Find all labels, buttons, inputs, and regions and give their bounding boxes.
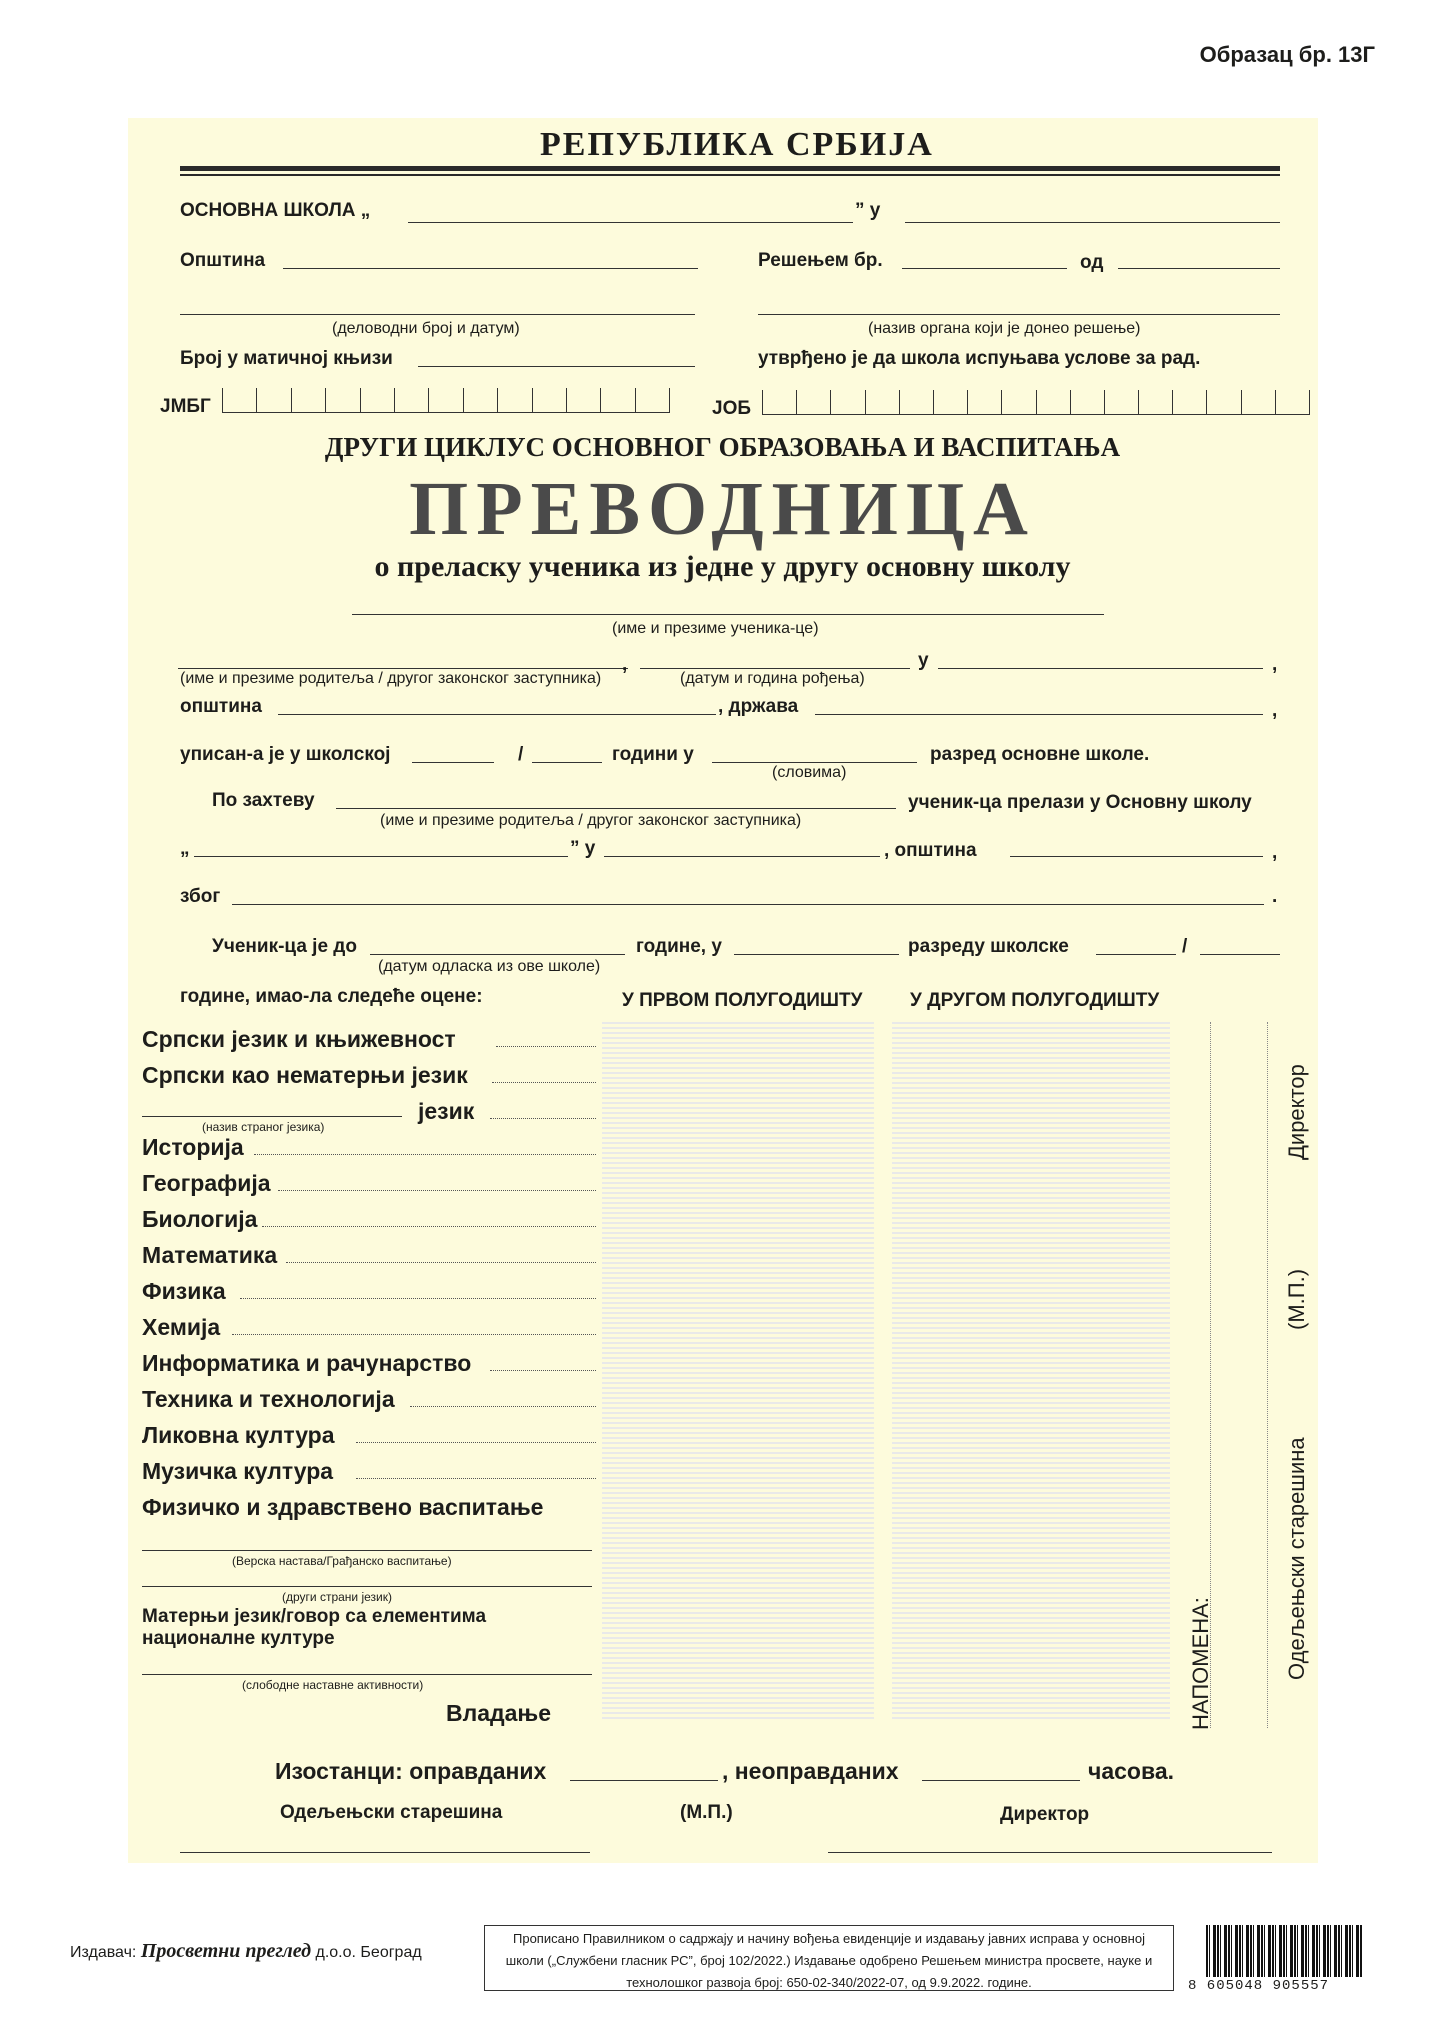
class-teacher-signature-field[interactable] [180, 1852, 590, 1853]
barcode-number: 8 605048 905557 [1188, 1978, 1330, 1994]
form-number: Образац бр. 13Г [1199, 42, 1375, 67]
subject-informatics-dots [490, 1370, 596, 1371]
free-activities-caption: (слободне наставне активности) [242, 1678, 424, 1692]
subject-history: Историја [142, 1134, 244, 1160]
dob-field[interactable] [640, 668, 910, 669]
period-end: . [1272, 886, 1278, 907]
publisher-label: Издавач: [70, 1944, 137, 1961]
subject-physics: Физика [142, 1278, 226, 1304]
publisher [70, 1940, 422, 1963]
municipality-2-field[interactable] [278, 714, 716, 715]
registry-field[interactable] [418, 366, 695, 367]
school-year-2-end-field[interactable] [1200, 954, 1280, 955]
registry-label: Број у матичној књизи [180, 348, 393, 369]
comma-1: , [622, 654, 628, 675]
legal-line-2: школи („Службени гласник РС”, број 102/2022.) Издавање одобрено Решењем министра просвете, науке и [505, 1953, 1153, 1968]
new-school-in-label: ” у [570, 838, 596, 859]
grade-words-caption: (словима) [772, 764, 847, 781]
first-half-grades-column[interactable] [602, 1022, 874, 1722]
subject-art: Ликовна култура [142, 1422, 335, 1448]
birthplace-field[interactable] [938, 668, 1263, 669]
title-rule-thin [180, 174, 1280, 176]
religious-civic-field[interactable] [142, 1550, 592, 1551]
second-half-grades-column[interactable] [892, 1022, 1170, 1722]
parent-caption: (име и презиме родитеља / другог законског заступника) [180, 670, 602, 687]
excused-absences-field[interactable] [570, 1780, 718, 1781]
leave-date-field[interactable] [370, 954, 625, 955]
school-year-start-field[interactable] [412, 762, 494, 763]
foreign-language-caption: (назив страног језика) [202, 1120, 325, 1134]
hours-label: часова. [1088, 1758, 1175, 1784]
grade-field[interactable] [734, 954, 899, 955]
new-school-field[interactable] [194, 856, 568, 857]
because-label: због [180, 886, 221, 907]
foreign-language-name-field[interactable] [142, 1116, 402, 1117]
school-place-field[interactable] [905, 222, 1280, 223]
free-activities-field[interactable] [142, 1674, 592, 1675]
student-name-caption: (име и презиме ученика-це) [612, 620, 819, 637]
dob-caption: (датум и година рођења) [680, 670, 865, 687]
authority-field[interactable] [758, 314, 1280, 315]
ref-no-caption: (деловодни број и датум) [332, 320, 520, 337]
mother-tongue-line1: Матерњи језик/говор са елементима [142, 1606, 487, 1627]
enrolled-label: уписан-а је у школској [180, 744, 391, 765]
subject-pe: Физичко и здравствено васпитање [142, 1494, 544, 1520]
other-foreign-field[interactable] [142, 1586, 592, 1587]
side-column-lines [1210, 1022, 1268, 1728]
publisher-name: Просветни преглед [140, 1940, 312, 1962]
country-label: , држава [718, 696, 799, 717]
jmbg-label: ЈМБГ [160, 396, 211, 417]
school-year-2-start-field[interactable] [1096, 954, 1176, 955]
side-note-label: НАПОМЕНА: [1188, 1597, 1213, 1730]
subject-serbian-dots [496, 1046, 596, 1047]
decision-no-field[interactable] [902, 268, 1067, 269]
reason-field[interactable] [232, 904, 1264, 905]
job-boxes[interactable] [762, 390, 1310, 415]
grade-words-field[interactable] [712, 762, 917, 763]
document-subtitle: о преласку ученика из једне у другу основну школу [374, 550, 1071, 583]
document-title: ПРЕВОДНИЦА [409, 467, 1036, 551]
comma-4: , [1272, 842, 1278, 863]
unexcused-label: , неоправданих [722, 1758, 899, 1784]
subject-informatics: Информатика и рачунарство [142, 1350, 472, 1376]
country-field[interactable] [815, 714, 1263, 715]
comma-3: , [1272, 700, 1278, 721]
subject-history-dots [254, 1154, 596, 1155]
by-request-label: По захтеву [212, 790, 315, 811]
new-school-place-field[interactable] [604, 856, 880, 857]
side-director-label: Директор [1284, 1064, 1309, 1160]
subject-geography-dots [278, 1190, 596, 1191]
barcode [1206, 1925, 1362, 1977]
legal-line-1: Прописано Правилником о садржају и начину вођења евиденције и издавању јавних исправа у основној [513, 1931, 1145, 1946]
legal-line-3: технолошког развоја број: 650-02-340/2022-07, од 9.9.2022. године. [626, 1975, 1032, 1990]
municipality-3-label: , општина [884, 840, 977, 861]
requesting-parent-caption: (име и презиме родитеља / другог законског заступника) [380, 812, 802, 829]
year-in-label: години у [612, 744, 694, 765]
subject-serbian: Српски језик и књижевност [142, 1026, 456, 1052]
grade-school-label: разреду школске [908, 936, 1069, 957]
decision-no-label: Решењем бр. [758, 250, 883, 271]
was-until-label: Ученик-ца је до [212, 936, 357, 957]
second-half-header: У ДРУГОМ ПОЛУГОДИШТУ [910, 990, 1160, 1011]
job-label: ЈОБ [712, 398, 752, 419]
municipality-2-label: општина [180, 696, 262, 717]
subject-foreign-language: језик [418, 1098, 475, 1124]
director-label: Директор [1000, 1804, 1090, 1825]
jmbg-boxes[interactable] [222, 388, 670, 413]
subject-music-dots [356, 1478, 596, 1479]
side-seal-label: (М.П.) [1284, 1268, 1309, 1330]
school-name-field[interactable] [408, 222, 853, 223]
comma-2: , [1272, 654, 1278, 675]
municipality-label: Општина [180, 250, 266, 271]
religious-civic-caption: (Верска настава/Грађанско васпитање) [232, 1554, 452, 1568]
quote-open: „ [180, 838, 190, 859]
subject-biology: Биологија [142, 1206, 258, 1232]
subject-geography: Географија [142, 1170, 271, 1196]
first-half-header: У ПРВОМ ПОЛУГОДИШТУ [622, 990, 863, 1011]
unexcused-absences-field[interactable] [922, 1780, 1080, 1781]
subject-art-dots [356, 1442, 596, 1443]
school-year-end-field[interactable] [532, 762, 602, 763]
mother-tongue-line2: националне културе [142, 1628, 335, 1649]
republic-title: РЕПУБЛИКА СРБИЈА [540, 126, 934, 163]
year-slash: / [518, 744, 524, 765]
had-grades-label: године, имао-ла следеће оцене: [180, 986, 483, 1007]
subject-chemistry: Хемија [142, 1314, 221, 1340]
transfers-to-label: ученик-ца прелази у Основну школу [908, 792, 1252, 813]
other-foreign-caption: (други страни језик) [282, 1590, 392, 1604]
subject-biology-dots [262, 1226, 596, 1227]
seal-label: (М.П.) [680, 1802, 733, 1823]
decision-date-field[interactable] [1118, 268, 1280, 269]
subject-chemistry-dots [232, 1334, 596, 1335]
subject-technology-dots [410, 1406, 596, 1407]
behavior-label: Владање [446, 1700, 552, 1726]
year-slash-2: / [1182, 936, 1188, 957]
year-in-2-label: године, у [636, 936, 722, 957]
legal-notice-box [484, 1925, 1174, 1991]
title-rule-thick [180, 166, 1280, 171]
side-class-teacher-label: Одељењски старешина [1284, 1437, 1309, 1680]
subject-serbian-nonnative-dots [492, 1082, 596, 1083]
subject-math-dots [286, 1262, 596, 1263]
school-label: ОСНОВНА ШКОЛА „ [180, 200, 371, 221]
birth-in-label: у [918, 650, 929, 671]
student-name-field[interactable] [352, 614, 1104, 615]
municipality-3-field[interactable] [1010, 856, 1263, 857]
cycle-heading: ДРУГИ ЦИКЛУС ОСНОВНОГ ОБРАЗОВАЊА И ВАСПИТАЊА [324, 432, 1121, 462]
ref-no-field[interactable] [180, 314, 695, 315]
subject-physics-dots [240, 1298, 596, 1299]
publisher-rest: д.о.о. Београд [315, 1944, 422, 1961]
subject-serbian-nonnative: Српски као нематерњи језик [142, 1062, 468, 1088]
municipality-field[interactable] [283, 268, 698, 269]
parent-name-field[interactable] [178, 668, 628, 669]
grade-of-school-label: разред основне школе. [930, 744, 1150, 765]
subject-math: Математика [142, 1242, 278, 1268]
subject-foreign-language-dots [490, 1118, 596, 1119]
leave-date-caption: (датум одласка из ове школе) [378, 958, 601, 975]
class-teacher-label: Одељењски старешина [280, 1802, 503, 1823]
school-in-label: ” у [855, 200, 881, 221]
subject-music: Музичка култура [142, 1458, 334, 1484]
director-signature-field[interactable] [828, 1852, 1272, 1853]
conditions-text: утврђено је да школа испуњава услове за рад. [758, 348, 1201, 369]
absences-label: Изостанци: оправданих [275, 1758, 547, 1784]
decision-from-label: од [1080, 252, 1104, 273]
authority-caption: (назив органа који је донео решење) [868, 320, 1141, 337]
requesting-parent-field[interactable] [336, 808, 896, 809]
subject-technology: Техника и технологија [142, 1386, 395, 1412]
